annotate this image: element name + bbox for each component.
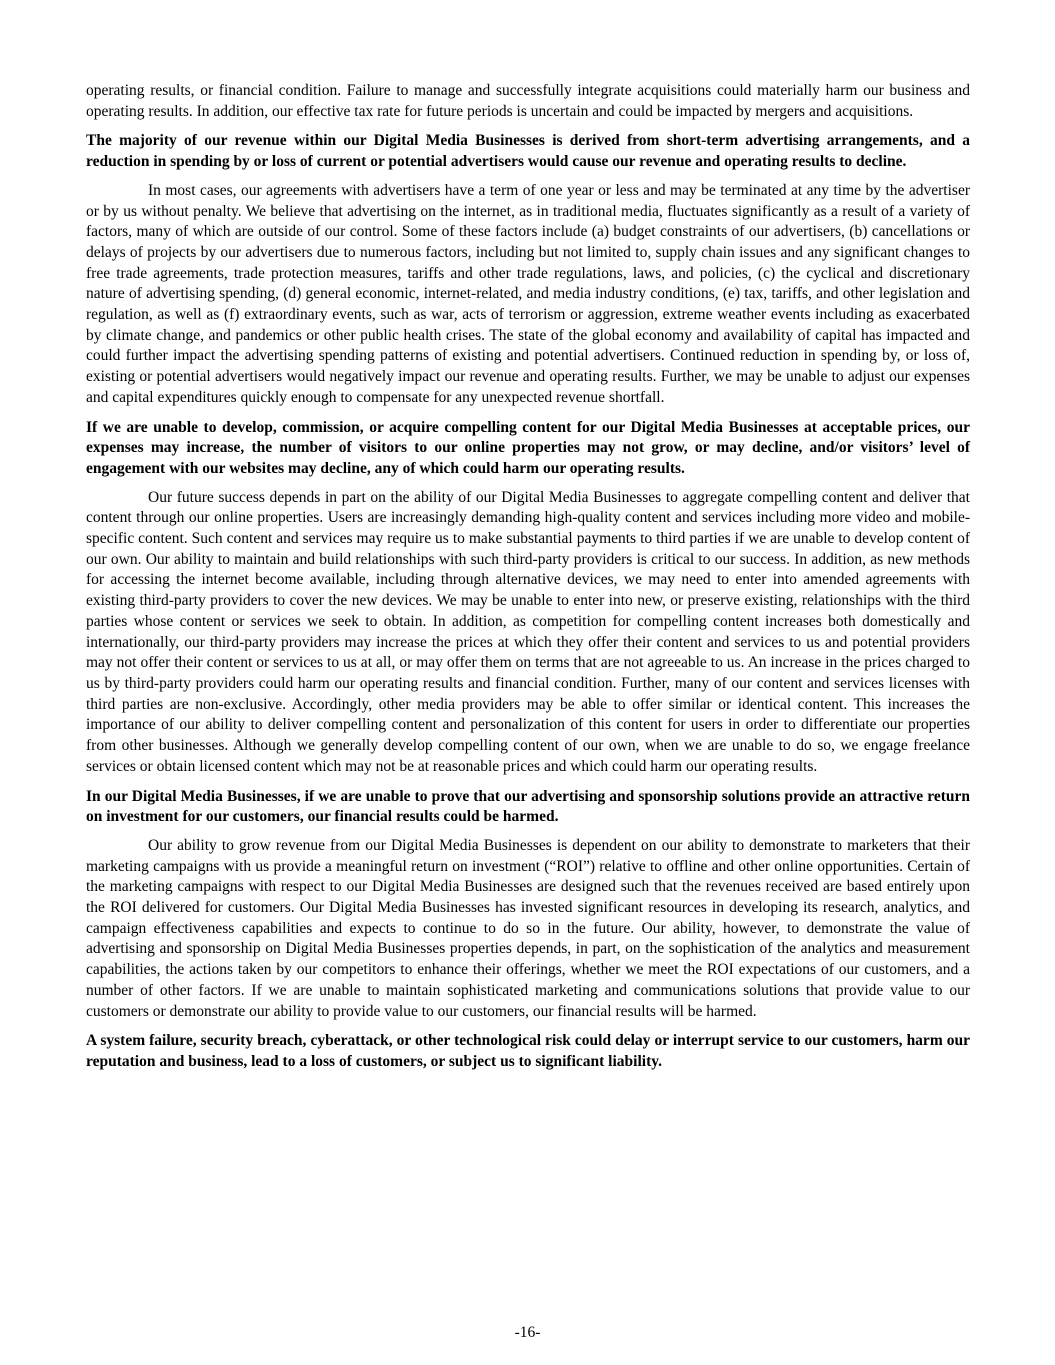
paragraph-advertiser-agreements: In most cases, our agreements with advertisers have a term of one year or less and may be terminated at any time by the advertiser or by us without penalty. We believe that advertising on the internet, as in traditional media, fluctuates significantly as a result of a variety of factors, many of which are outside of our control. Some of these factors include (a) budget constraints of our advertisers, (b) cancellations or delays of projects by our advertisers due to numerous factors, including but not limited to, supply chain issues and any significant changes to free trade agreements, trade protection measures, tariffs and other trade regulations, laws, and policies, (c) the cyclical and discretionary nature of advertising spending, (d) general economic, internet-related, and media industry conditions, (e) tax, tariffs, and other legislation and regulation, as well as (f) extraordinary events, such as war, acts of terrorism or aggression, extreme weather events including as exacerbated by climate change, and pandemics or other public health crises. The state of the global economy and availability of capital has impacted and could further impact the advertising spending patterns of existing and potential advertisers. Continued reduction in spending by, or loss of, existing or potential advertisers would negatively impact our revenue and operating results. Further, we may be unable to adjust our expenses and capital expenditures quickly enough to compensate for any unexpected revenue shortfall. [86,181,970,406]
paragraph-roi: Our ability to grow revenue from our Digital Media Businesses is dependent on our ability to demonstrate to marketers that their marketing campaigns with us provide a meaningful return on investment (“ROI”) relative to offline and other online opportunities. Certain of the marketing campaigns with respect to our Digital Media Businesses are designed such that the revenues received are based entirely upon the ROI delivered for customers. Our Digital Media Businesses has invested significant resources in developing its research, analytics, and campaign effectiveness capabilities and expects to continue to do so in the future. Our ability, however, to demonstrate the value of advertising and sponsorship on Digital Media Businesses properties depends, in part, on the sophistication of the analytics and measurement capabilities, the actions taken by our competitors to enhance their offerings, whether we meet the ROI expectations of our customers, and a number of other factors. If we are unable to maintain sophisticated marketing and communications solutions that provide value to our customers or demonstrate our ability to provide value to our customers, our financial results will be harmed. [86,836,970,1020]
risk-heading-advertising-arrangements: The majority of our revenue within our Digital Media Businesses is derived from short-term advertising arrangements, and a reduction in spending by or loss of current or potential advertisers would cause our revenue and operating results to decline. [86,132,970,171]
risk-heading-system-failure: A system failure, security breach, cyberattack, or other technological risk could delay or interrupt service to our customers, harm our reputation and business, lead to a loss of customers, or subject us to significant liability. [86,1032,970,1070]
page-number: -16- [514,1324,541,1341]
paragraph-continuation: operating results, or financial condition. Failure to manage and successfully integrate acquisitions could materially harm our business and operating results. In addition, our effective tax rate for future periods is uncertain and could be impacted by mergers and acquisitions. [86,82,970,120]
document-body [86,81,970,1081]
paragraph-content-success: Our future success depends in part on the ability of our Digital Media Businesses to aggregate compelling content and deliver that content through our online properties. Users are increasingly demanding high-quality content and services including more video and mobile-specific content. Such content and services may require us to make substantial payments to third parties if we are unable to develop content of our own. Our ability to maintain and build relationships with such third-party providers is critical to our success. In addition, as new methods for accessing the internet become available, including through alternative devices, we may need to enter into amended agreements with existing third-party providers to cover the new devices. We may be unable to enter into new, or preserve existing, relationships with the third parties whose content or services we seek to obtain. In addition, as competition for compelling content increases both domestically and internationally, our third-party providers may increase the prices at which they offer their content and services to us and potential providers may not offer their content or services to us at all, or may offer them on terms that are not agreeable to us. An increase in the prices charged to us by third-party providers could harm our operating results and financial condition. Further, many of our content and services licenses with third parties are non-exclusive. Accordingly, other media providers may be able to offer similar or identical content. This increases the importance of our ability to deliver compelling content and personalization of this content for users in order to differentiate our properties from other businesses. Although we generally develop compelling content of our own, when we are unable to do so, we engage freelance services or obtain licensed content which may not be at reasonable prices and which could harm our operating results. [86,488,970,775]
risk-heading-roi: In our Digital Media Businesses, if we are unable to prove that our advertising and sponsorship solutions provide an attractive return on investment for our customers, our financial results could be harmed. [86,787,970,826]
risk-heading-compelling-content: If we are unable to develop, commission, or acquire compelling content for our Digital Media Businesses at acceptable prices, our expenses may increase, the number of visitors to our online properties may not grow, or may decline, and/or visitors’ level of engagement with our websites may decline, any of which could harm our operating results. [86,418,970,477]
